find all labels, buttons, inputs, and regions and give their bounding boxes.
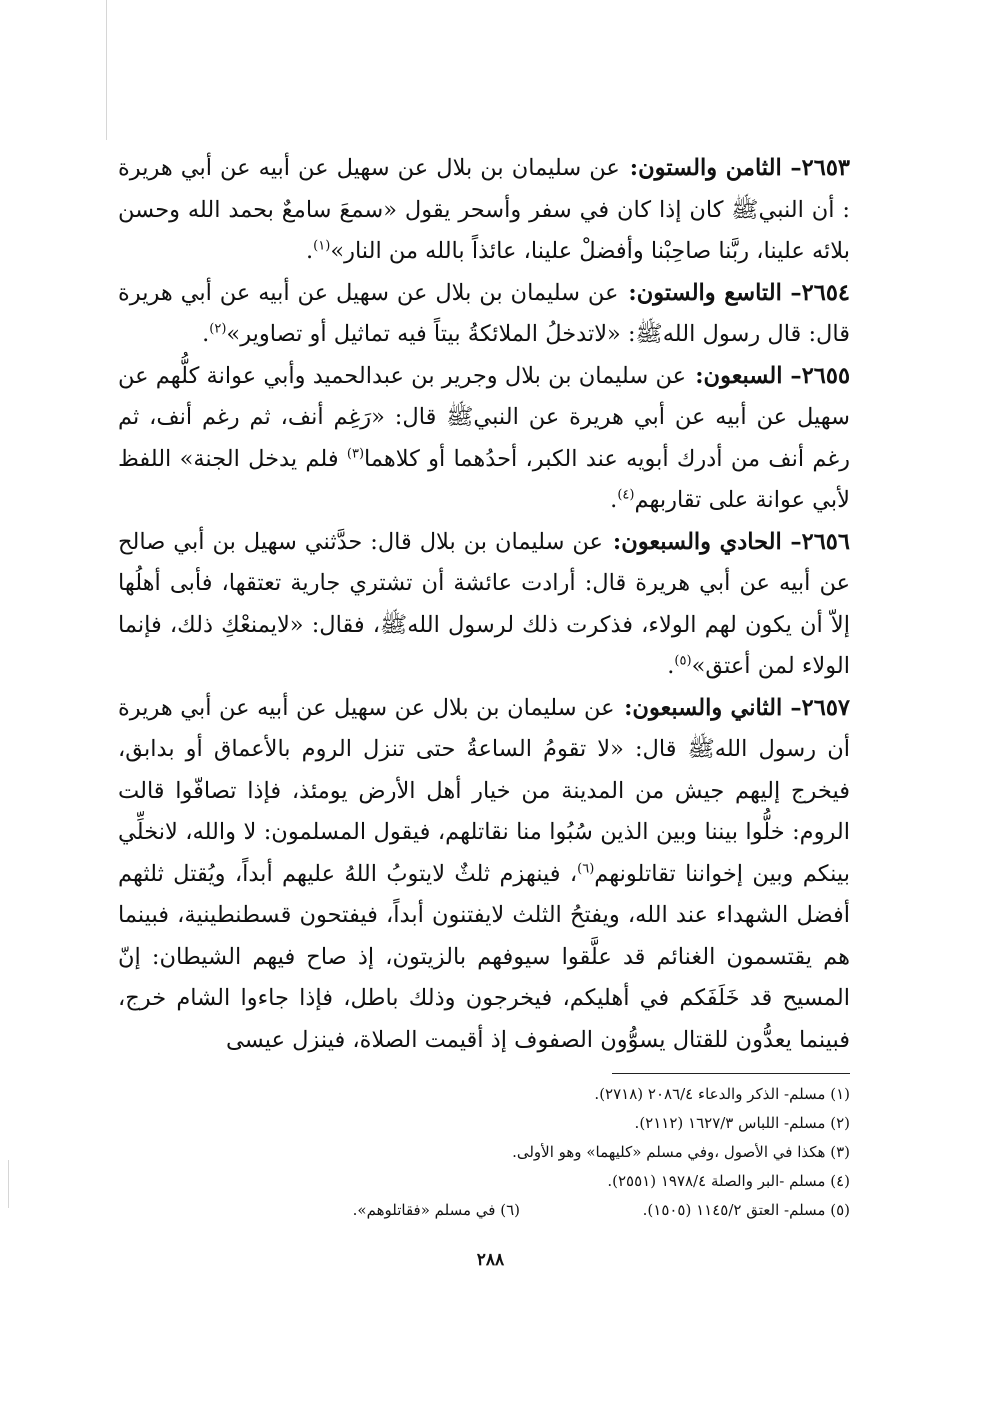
footnote-3: (٣) هكذا في الأصول ،وفي مسلم «كليهما» وهو الأولى. bbox=[512, 1143, 850, 1161]
hadith-text: عن سليمان بن بلال وجرير بن عبدالحميد وأبي عوانة كلُّهم عن سهيل عن أبيه عن أبي هريرة عن النبيﷺ قال: «رَغِم أنف، ثم رغم أنف، ثم رغم أنف من أدرك أبويه عند الكبر، أحدُهما أو كلاهما bbox=[118, 362, 850, 472]
hadith-text-end: . bbox=[306, 238, 314, 264]
hadith-2655 bbox=[118, 356, 850, 522]
hadith-number: ٢٦٥٧ bbox=[801, 694, 851, 721]
hadith-text-end: . bbox=[610, 487, 618, 513]
page-number: ٢٨٨ bbox=[476, 1250, 505, 1270]
hadith-2656 bbox=[118, 522, 850, 688]
footnote-4: (٤) مسلم -البر والصلة ١٩٧٨/٤ (٢٥٥١). bbox=[607, 1172, 850, 1190]
hadith-title: – السبعون: bbox=[695, 362, 802, 389]
footnote-1: (١) مسلم- الذكر والدعاء ٢٠٨٦/٤ (٢٧١٨). bbox=[594, 1085, 850, 1103]
hadith-text-end: ، فينهزم ثلثٌ لايتوبُ اللهُ عليهم أبداً، ويُقتل ثلثهم أفضل الشهداء عند الله، ويفتحُ الثلث لايفتنون أبداً، فيفتحون قسطنطينية، فبينما هم يقتسمون الغنائم قد علَّقوا سيوفهم بالزيتون، إذ صاح فيهم الشيطان: إنّ المسيح قد خَلَفَكم في أهليكم، فيخرجون وذلك باطل، فإذا جاءوا الشام خرج، فبينما يعدُّون للقتال يسوُّون الصفوف إذ أقيمت الصلاة، فينزل عيسى bbox=[118, 860, 850, 1053]
hadith-title: – الحادي والسبعون: bbox=[612, 528, 802, 555]
footnote-6: (٦) في مسلم «فقاتلوهم». bbox=[352, 1201, 520, 1219]
hadith-2657 bbox=[118, 688, 850, 1062]
footnote-5: (٥) مسلم- العتق ١١٤٥/٢ (١٥٠٥). bbox=[642, 1201, 850, 1219]
hadith-title: – الثاني والسبعون: bbox=[624, 694, 802, 721]
footnote-divider bbox=[612, 1073, 850, 1074]
hadith-title: – التاسع والستون: bbox=[628, 279, 802, 306]
hadith-text: عن سليمان بن بلال عن سهيل عن أبيه عن أبي هريرة قال: قال رسول اللهﷺ: «لاتدخلُ الملائكةُ بيتاً فيه تماثيل أو تصاوير» bbox=[118, 279, 850, 347]
footnote-2: (٢) مسلم- اللباس ١٦٢٧/٣ (٢١١٢). bbox=[634, 1114, 850, 1132]
footnote-row-last bbox=[210, 1196, 850, 1225]
hadith-2654 bbox=[118, 273, 850, 356]
hadith-text-middle: فلم يدخل الجنة» اللفظ لأبي عوانة على تقاربهم bbox=[118, 445, 850, 513]
footnotes bbox=[210, 1080, 850, 1225]
hadith-title: – الثامن والستون: bbox=[629, 155, 802, 181]
footnote-reference[interactable]: (١) bbox=[313, 238, 331, 254]
hadith-number: ٢٦٥٥ bbox=[801, 362, 851, 389]
hadith-2653 bbox=[118, 148, 850, 273]
footnote-reference[interactable]: (٥) bbox=[674, 653, 692, 669]
hadith-text: عن سليمان بن بلال قال: حدَّثني سهيل بن أبي صالح عن أبيه عن أبي هريرة قال: أرادت عائشة أن تشتري جارية تعتقها، فأبى أهلُها إلاّ أن يكون لهم الولاء، فذكرت ذلك لرسول اللهﷺ، فقال: «لايمنعْكِ ذلك، فإنما الولاء لمن أعتق» bbox=[118, 528, 850, 679]
scan-artifact bbox=[106, 0, 107, 140]
main-text bbox=[118, 148, 850, 1061]
footnote-reference[interactable]: (٤) bbox=[617, 487, 635, 503]
footnote-reference[interactable]: (٦) bbox=[577, 861, 595, 876]
footnote-reference[interactable]: (٣) bbox=[346, 446, 365, 461]
hadith-text: عن سليمان بن بلال عن سهيل عن أبيه عن أبي هريرة أن رسول اللهﷺ قال: «لا تقومُ الساعةُ حتى تنزل الروم بالأعماق أو بدابق، فيخرج إليهم جيش من المدينة من خيار أهل الأرض يومئذ، فإذا تصافّوا قالت الروم: خلُّوا بيننا وبين الذين سُبُوا منا نقاتلهم، فيقول المسلمون: لا والله، لانخلِّي بينكم وبين إخواننا تقاتلونهم bbox=[118, 694, 850, 887]
hadith-number: ٢٦٥٦ bbox=[801, 528, 850, 555]
hadith-text-end: . bbox=[202, 321, 210, 347]
hadith-number: ٢٦٥٣ bbox=[801, 155, 850, 181]
scan-artifact bbox=[8, 1160, 9, 1208]
hadith-number: ٢٦٥٤ bbox=[801, 279, 850, 306]
hadith-text: عن سليمان بن بلال عن سهيل عن أبيه عن أبي هريرة : أن النبيﷺ كان إذا كان في سفر وأسحر يقول «سمعَ سامعٌ بحمد الله وحسن بلائه علينا، ربَّنا صاحِبْنا وأفضلْ علينا، عائذاً بالله من النار» bbox=[118, 155, 850, 264]
footnote-reference[interactable]: (٢) bbox=[209, 321, 227, 337]
hadith-text-end: . bbox=[667, 653, 675, 679]
